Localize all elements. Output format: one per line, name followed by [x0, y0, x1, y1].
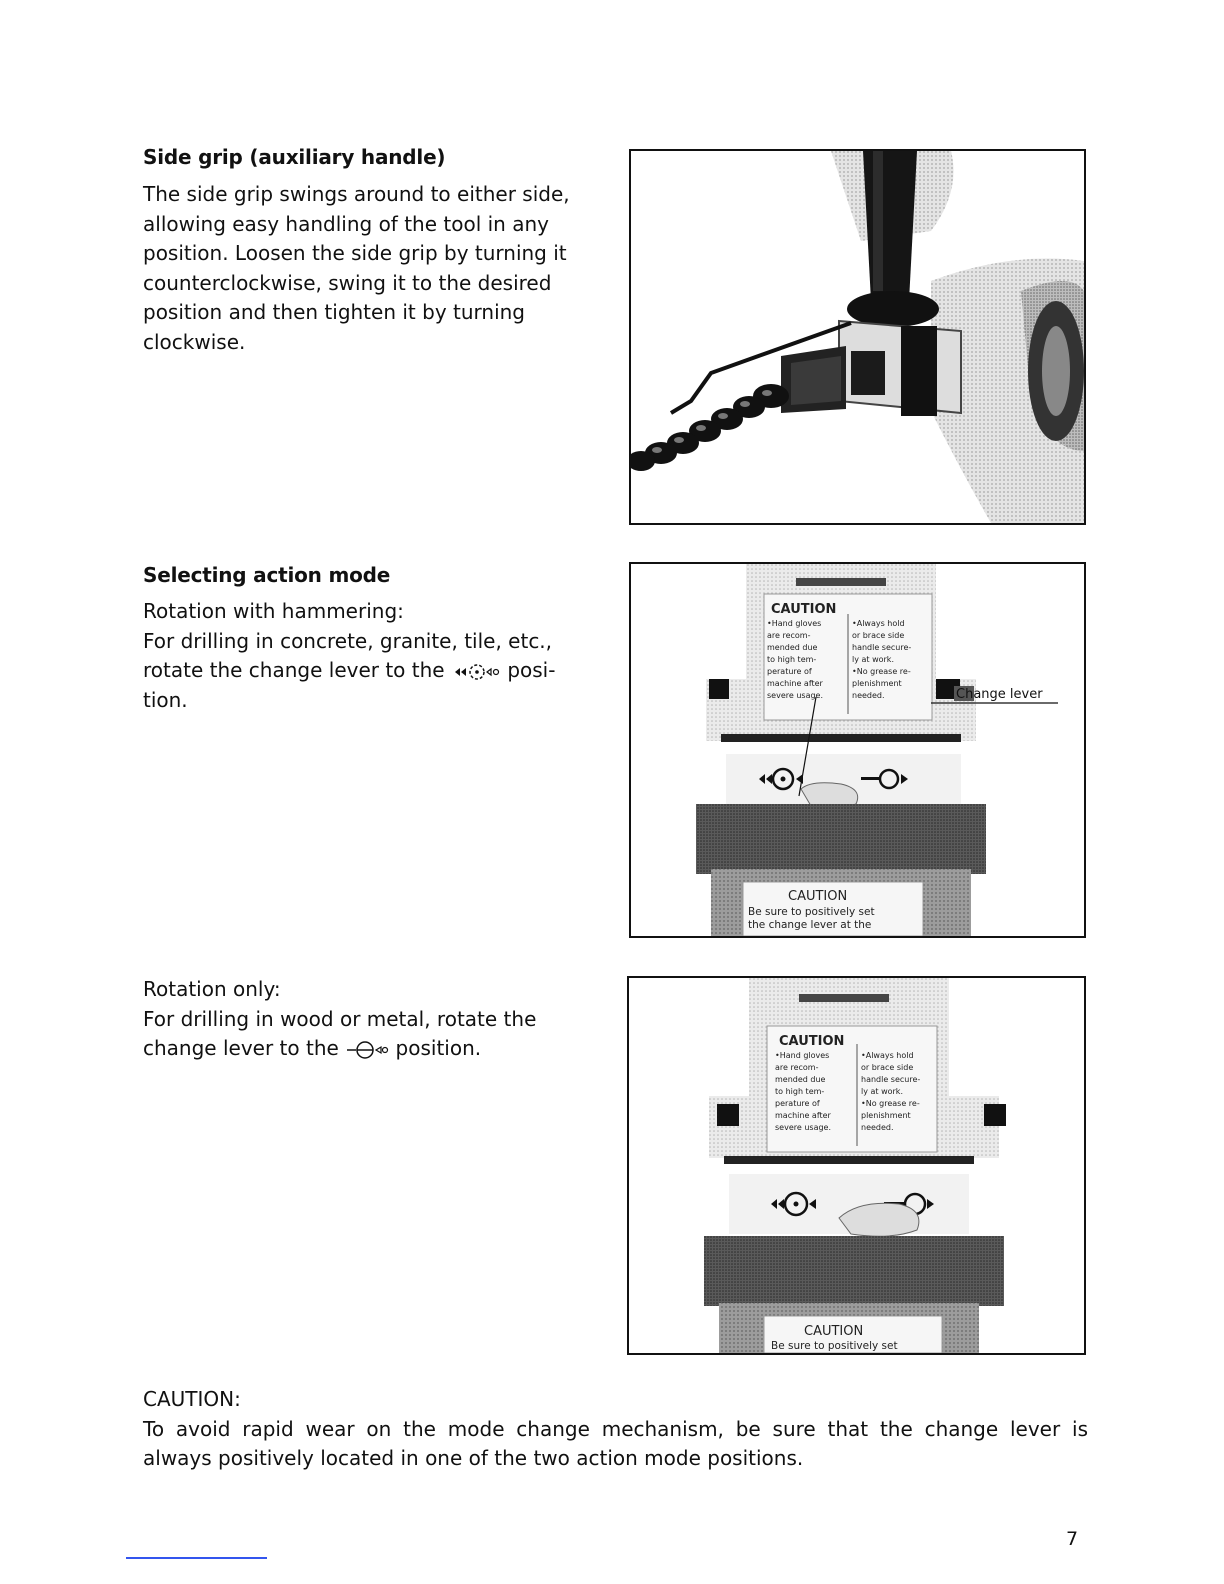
- rotation-mode-illustration: [629, 978, 1084, 1353]
- rotation-hammer-symbol-icon: [451, 660, 501, 684]
- hammer-mode-illustration: [631, 564, 1084, 936]
- label-text: •Hand gloves: [775, 1051, 830, 1060]
- rotation-mode-text: change lever to the: [143, 1036, 339, 1060]
- action-mode-heading: Selecting action mode: [143, 563, 391, 587]
- side-grip-line: counterclockwise, swing it to the desired: [143, 270, 552, 295]
- label-text: handle secure-: [852, 643, 912, 652]
- label-text: plenishment: [861, 1111, 911, 1120]
- caution-line: To avoid rapid wear on the mode change mechanism, be sure that the change lever is: [143, 1416, 1088, 1441]
- hammer-mode-text: rotate the change lever to the: [143, 658, 445, 682]
- label-text: or brace side: [852, 631, 905, 640]
- label-text: •Always hold: [852, 619, 905, 628]
- caution-line: always positively located in one of the two action mode positions.: [143, 1446, 804, 1470]
- hammer-mode-title: Rotation with hammering:: [143, 599, 404, 623]
- footer-divider: [126, 1557, 267, 1559]
- label-caution-title: CAUTION: [779, 1034, 845, 1049]
- hammer-mode-line: [143, 656, 613, 686]
- side-grip-photo: [629, 149, 1086, 525]
- rotation-mode-paragraph: [143, 975, 613, 1064]
- label-text: perature of: [767, 667, 812, 676]
- label-caution-title: CAUTION: [771, 602, 837, 617]
- label-caution-title: CAUTION: [804, 1324, 864, 1339]
- rotation-only-symbol-icon: [345, 1037, 389, 1063]
- rotation-mode-text: position.: [395, 1036, 482, 1060]
- label-text: are recom-: [775, 1063, 819, 1072]
- side-grip-illustration: [631, 151, 1084, 523]
- label-text: plenishment: [852, 679, 902, 688]
- label-text: to high tem-: [775, 1087, 825, 1096]
- label-text: the change lever at the: [748, 919, 872, 931]
- side-grip-line: clockwise.: [143, 329, 246, 354]
- side-grip-line: position and then tighten it by turning: [143, 300, 526, 324]
- change-lever-callout: Change lever: [956, 687, 1043, 702]
- side-grip-line: position. Loosen the side grip by turning it: [143, 241, 567, 265]
- label-text: mended due: [767, 643, 818, 652]
- rotation-mode-line: [143, 1034, 613, 1064]
- page-number: 7: [1066, 1528, 1079, 1550]
- label-text: machine after: [775, 1111, 831, 1120]
- side-grip-line: The side grip swings around to either side,: [143, 182, 570, 206]
- label-text: needed.: [861, 1123, 894, 1132]
- side-grip-heading: Side grip (auxiliary handle): [143, 145, 446, 169]
- label-text: handle secure-: [861, 1075, 921, 1084]
- hammer-mode-line: tion.: [143, 687, 188, 712]
- label-text: Be sure to positively set: [771, 1340, 898, 1352]
- label-text: severe usage.: [775, 1123, 832, 1132]
- label-text: mended due: [775, 1075, 826, 1084]
- side-grip-paragraph: [143, 180, 600, 357]
- hammer-mode-text: posi-: [507, 658, 556, 682]
- label-caution-title: CAUTION: [788, 889, 848, 904]
- label-text: or brace side: [861, 1063, 914, 1072]
- label-text: Be sure to positively set: [748, 906, 875, 918]
- label-text: needed.: [852, 691, 885, 700]
- label-text: machine after: [767, 679, 823, 688]
- caution-block: [143, 1385, 1088, 1474]
- rotation-mode-title: Rotation only:: [143, 977, 281, 1001]
- label-text: ly at work.: [861, 1087, 903, 1096]
- label-text: •Always hold: [861, 1051, 914, 1060]
- hammer-mode-line: For drilling in concrete, granite, tile, etc.,: [143, 628, 553, 653]
- label-text: severe usage.: [767, 691, 824, 700]
- side-grip-line: allowing easy handling of the tool in any: [143, 211, 549, 236]
- label-text: ly at work.: [852, 655, 894, 664]
- label-text: •Hand gloves: [767, 619, 822, 628]
- label-text: are recom-: [767, 631, 811, 640]
- hammer-mode-paragraph: [143, 597, 613, 715]
- label-text: perature of: [775, 1099, 820, 1108]
- label-text: •No grease re-: [861, 1099, 920, 1108]
- rotation-mode-line: For drilling in wood or metal, rotate the: [143, 1006, 537, 1031]
- label-text: •No grease re-: [852, 667, 911, 676]
- hammer-mode-photo: [629, 562, 1086, 938]
- label-text: to high tem-: [767, 655, 817, 664]
- rotation-mode-photo: [627, 976, 1086, 1355]
- caution-title: CAUTION:: [143, 1387, 241, 1411]
